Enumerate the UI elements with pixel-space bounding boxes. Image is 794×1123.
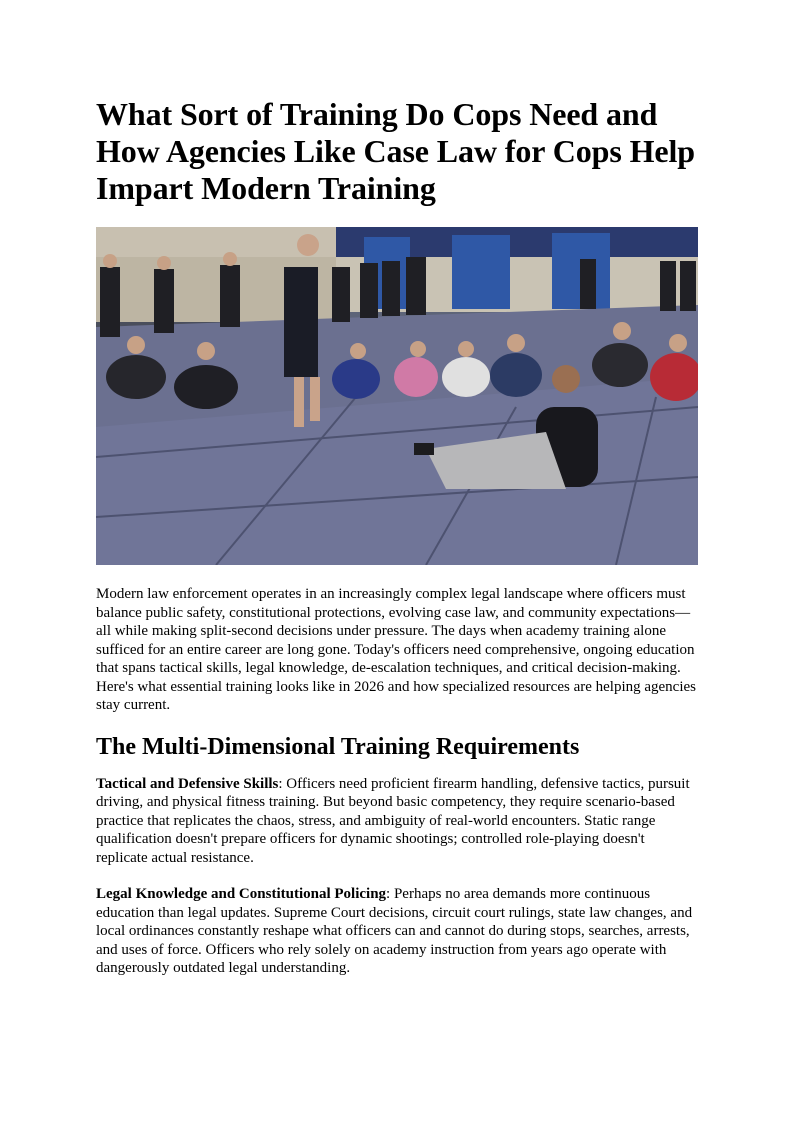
document-page [96, 96, 698, 978]
section-paragraph-legal [96, 885, 698, 978]
section-label-legal: Legal Knowledge and Constitutional Policing [96, 886, 387, 902]
training-photo [96, 227, 698, 565]
section-paragraph-tactical [96, 775, 698, 868]
section-heading: The Multi-Dimensional Training Requirements [96, 733, 580, 760]
section-text-legal: : Perhaps no area demands more continuous education than legal updates. Supreme Court decisions, circuit court rulings, state law changes, and local ordinances constantly reshape what officers can and cannot do during stops, searches, arrests, and uses of force. Officers who rely solely on academy instruction from years ago operate with dangerously outdated legal understanding. [96, 886, 693, 976]
article-title: What Sort of Training Do Cops Need and How Agencies Like Case Law for Cops Help Impart Modern Training [96, 96, 695, 206]
section-label-tactical: Tactical and Defensive Skills [96, 775, 279, 792]
intro-paragraph: Modern law enforcement operates in an increasingly complex legal landscape where officers must balance public safety, constitutional protections, evolving case law, and community expectations—all while making split-second decisions under pressure. The days when academy training alone sufficed for an entire career are long gone. Today's officers need comprehensive, ongoing education that spans tactical skills, legal knowledge, de-escalation techniques, and critical decision-making. Here's what essential training looks like in 2026 and how specialized resources are helping agencies stay current. [96, 586, 697, 713]
section-text-tactical: : Officers need proficient firearm handling, defensive tactics, pursuit driving, and physical fitness training. But beyond basic competency, they require scenario-based practice that replicates the chaos, stress, and ambiguity of real-world encounters. Static range qualification doesn't prepare officers for dynamic shootings; controlled role-playing doesn't replicate actual resistance. [96, 775, 690, 866]
